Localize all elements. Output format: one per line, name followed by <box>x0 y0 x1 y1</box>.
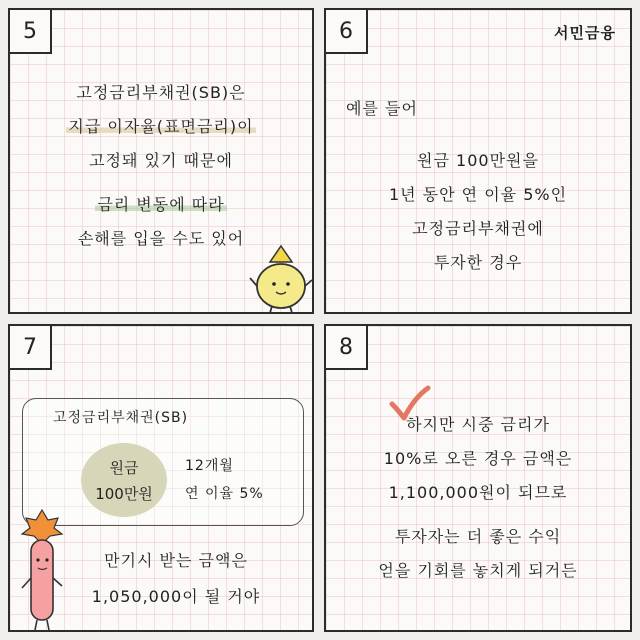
panel-number: 6 <box>324 8 368 54</box>
bond-title: 고정금리부채권(SB) <box>53 410 189 426</box>
text-line: 1,100,000원이 되므로 <box>388 483 568 502</box>
text-line: 만기시 받는 금액은 <box>104 551 248 570</box>
panel-number: 5 <box>8 8 52 54</box>
text-line: 손해를 입을 수도 있어 <box>77 229 245 248</box>
orange-character-icon <box>20 508 64 632</box>
comic-panel-6 <box>324 8 632 314</box>
principal-value: 100만원 <box>95 485 153 503</box>
highlighted-text: 지급 이자율(표면금리)이 <box>68 117 254 136</box>
text-line: 고정돼 있기 때문에 <box>89 151 233 170</box>
comic-panel-5 <box>8 8 314 314</box>
text-line: 1년 동안 연 이율 5%인 <box>388 185 568 204</box>
text-line: 10%로 오른 경우 금액은 <box>383 449 573 468</box>
text-line: 예를 들어 <box>346 99 418 118</box>
brand-logo: 서민금융 <box>554 24 616 42</box>
text-line: 원금 100만원을 <box>417 151 539 170</box>
text-line <box>10 192 312 215</box>
text-line: 투자한 경우 <box>433 253 523 272</box>
text-line <box>10 114 312 137</box>
principal-label: 원금 <box>109 459 139 477</box>
comic-panel-7 <box>8 324 314 632</box>
principal-circle <box>81 443 167 517</box>
panel-number: 8 <box>324 324 368 370</box>
text-line: 고정금리부채권(SB)은 <box>76 83 246 102</box>
bond-info-box <box>22 398 304 526</box>
text-line: 고정금리부채권에 <box>412 219 544 238</box>
term-text: 12개월 <box>185 458 234 474</box>
yellow-character-icon <box>248 242 314 314</box>
text-line: 투자자는 더 좋은 수익 <box>394 527 562 546</box>
panel-number: 7 <box>8 324 52 370</box>
highlighted-text: 금리 변동에 따라 <box>97 195 225 214</box>
text-line: 얻을 기회를 놓치게 되거든 <box>378 561 578 580</box>
rate-text: 연 이율 5% <box>185 486 264 502</box>
text-line: 1,050,000이 될 거야 <box>91 587 261 606</box>
text-line: 하지만 시중 금리가 <box>406 415 550 434</box>
comic-panel-8 <box>324 324 632 632</box>
